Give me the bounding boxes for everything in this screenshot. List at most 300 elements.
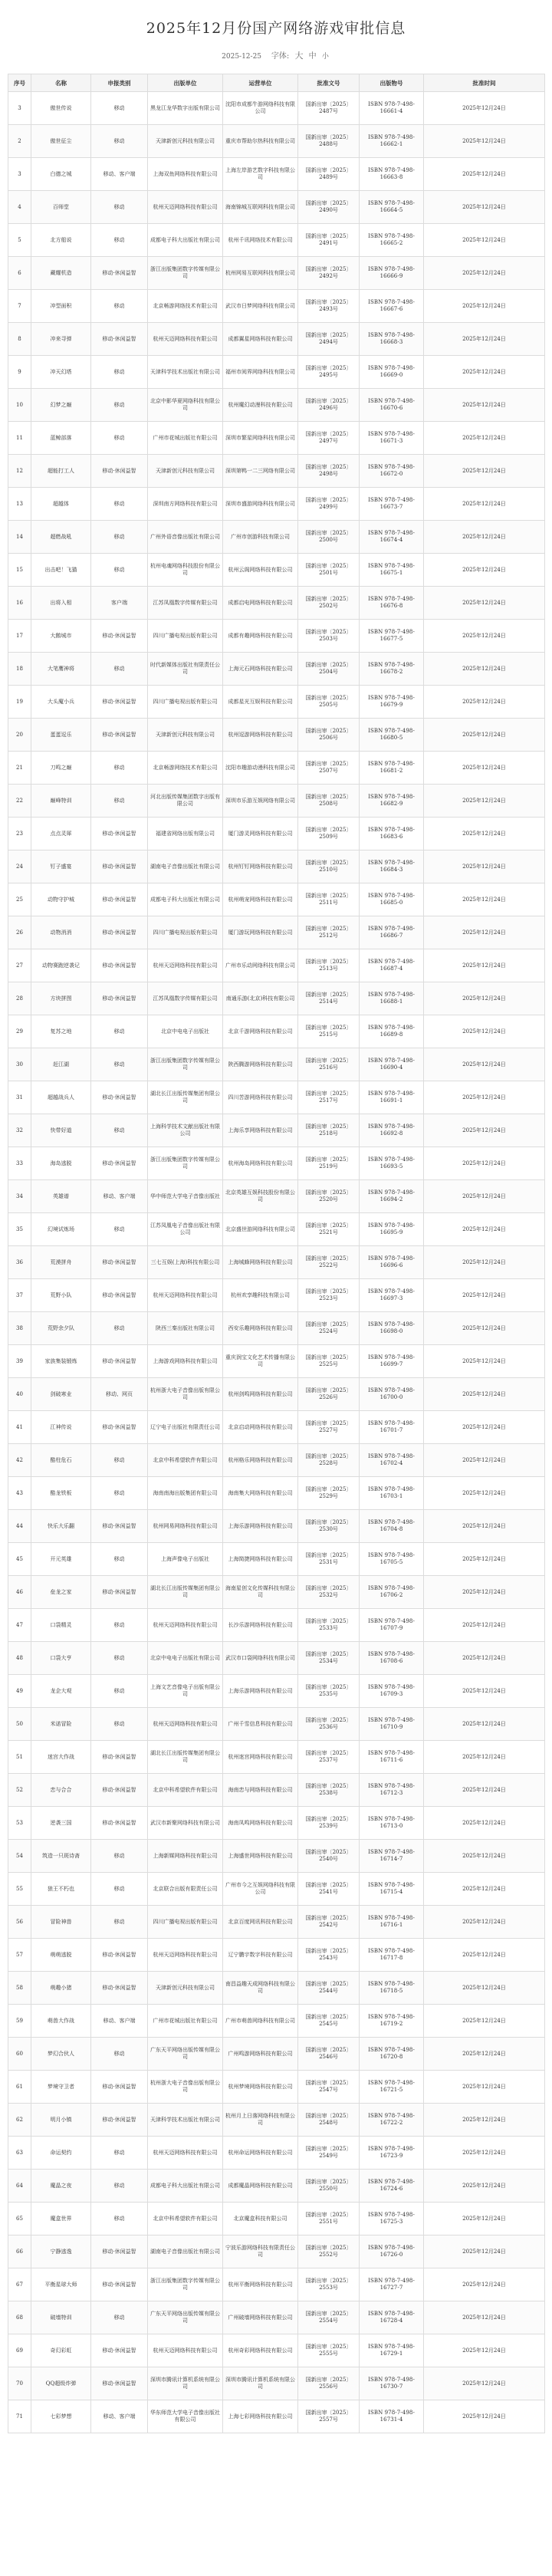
cell-name: 北方船说 — [31, 224, 91, 257]
cell-operator: 杭州魔幻动漫科技有限公司 — [223, 389, 298, 422]
cell-isbn: ISBN 978-7-498-16716-1 — [360, 1906, 424, 1939]
cell-index: 20 — [8, 719, 31, 752]
cell-isbn: ISBN 978-7-498-16680-5 — [360, 719, 424, 752]
cell-operator: 重庆市帮助尔热科技有限公司 — [223, 125, 298, 158]
cell-index: 28 — [8, 982, 31, 1015]
cell-index: 12 — [8, 455, 31, 488]
table-row — [8, 92, 545, 125]
cell-name: 幻境试炼场 — [31, 1213, 91, 1246]
cell-operator: 杭州千讯网络技术有限公司 — [223, 224, 298, 257]
cell-category: 移动·休闲益智 — [91, 1741, 148, 1774]
cell-category: 移动 — [91, 1642, 148, 1675]
cell-publisher: 上海新媒网络科技有限公司 — [148, 1840, 223, 1873]
cell-category: 移动 — [91, 356, 148, 389]
cell-category: 移动 — [91, 1213, 148, 1246]
cell-publisher: 华中师范大学电子音像出版社 — [148, 1180, 223, 1213]
cell-category: 移动·休闲益智 — [91, 949, 148, 982]
cell-index: 65 — [8, 2203, 31, 2235]
table-row — [8, 587, 545, 620]
cell-approval-number: 国新出审〔2025〕2530号 — [298, 1510, 360, 1543]
cell-index: 55 — [8, 1873, 31, 1906]
cell-publisher: 天津科学技术出版社有限公司 — [148, 2104, 223, 2137]
cell-name: 家族集装锻炼 — [31, 1345, 91, 1378]
cell-operator: 杭州月上日落网络科技有限公司 — [223, 2104, 298, 2137]
cell-approval-date: 2025年12月24日 — [424, 356, 545, 389]
cell-approval-date: 2025年12月24日 — [424, 1114, 545, 1147]
cell-name: 萌萌逃脱 — [31, 1939, 91, 1972]
table-body — [8, 92, 545, 2433]
cell-operator: 厦门游灵网络科技有限公司 — [223, 818, 298, 850]
cell-operator: 杭州迷宫网络科技有限公司 — [223, 1741, 298, 1774]
cell-publisher: 武汉市新聚网络科技有限公司 — [148, 1807, 223, 1840]
cell-publisher: 天津新创元科技有限公司 — [148, 719, 223, 752]
table-row — [8, 653, 545, 686]
cell-isbn: ISBN 978-7-498-16674-4 — [360, 521, 424, 554]
cell-isbn: ISBN 978-7-498-16684-3 — [360, 850, 424, 883]
cell-operator: 广州市萌兽网络科技有限公司 — [223, 2005, 298, 2038]
table-row — [8, 1840, 545, 1873]
cell-publisher: 北京中电电子出版社 — [148, 1015, 223, 1048]
cell-operator: 杭州云阁网络科技有限公司 — [223, 554, 298, 587]
table-row — [8, 1180, 545, 1213]
table-row — [8, 1015, 545, 1048]
cell-name: 魔晶之夜 — [31, 2170, 91, 2203]
cell-name: 出将入相 — [31, 587, 91, 620]
table-row — [8, 1213, 545, 1246]
cell-isbn: ISBN 978-7-498-16720-8 — [360, 2038, 424, 2071]
cell-isbn: ISBN 978-7-498-16710-9 — [360, 1708, 424, 1741]
cell-isbn: ISBN 978-7-498-16708-6 — [360, 1642, 424, 1675]
cell-operator: 深圳第鸭一二三网络有限公司 — [223, 455, 298, 488]
cell-name: 宁静逃逸 — [31, 2235, 91, 2268]
cell-operator: 沈阳市趣游动漫科技有限公司 — [223, 752, 298, 785]
cell-approval-date: 2025年12月24日 — [424, 1477, 545, 1510]
cell-approval-date: 2025年12月24日 — [424, 883, 545, 916]
table-row — [8, 125, 545, 158]
cell-index: 63 — [8, 2137, 31, 2170]
cell-publisher: 北京畅游网络技术有限公司 — [148, 290, 223, 323]
font-size-medium-button[interactable]: 中 — [308, 52, 317, 61]
cell-approval-number: 国新出审〔2025〕2497号 — [298, 422, 360, 455]
cell-publisher: 湖北长江出版传媒集团有限公司 — [148, 1081, 223, 1114]
cell-approval-number: 国新出审〔2025〕2528号 — [298, 1444, 360, 1477]
cell-isbn: ISBN 978-7-498-16672-0 — [360, 455, 424, 488]
cell-category: 移动·休闲益智 — [91, 686, 148, 719]
cell-isbn: ISBN 978-7-498-16704-8 — [360, 1510, 424, 1543]
cell-approval-date: 2025年12月24日 — [424, 422, 545, 455]
table-row — [8, 2137, 545, 2170]
cell-category: 移动 — [91, 1708, 148, 1741]
cell-approval-number: 国新出审〔2025〕2489号 — [298, 158, 360, 191]
table-row — [8, 719, 545, 752]
cell-index: 58 — [8, 1972, 31, 2005]
cell-isbn: ISBN 978-7-498-16729-1 — [360, 2334, 424, 2367]
cell-publisher: 广东天平网络出版传媒有限公司 — [148, 2038, 223, 2071]
font-size-large-button[interactable]: 大 — [294, 51, 304, 61]
table-row — [8, 323, 545, 356]
cell-category: 移动·休闲益智 — [91, 1345, 148, 1378]
cell-operator: 海南锦城互联网科技有限公司 — [223, 191, 298, 224]
cell-index: 42 — [8, 1444, 31, 1477]
cell-publisher: 时代新媒体出版社有限责任公司 — [148, 653, 223, 686]
cell-category: 移动 — [91, 92, 148, 125]
cell-publisher: 上海科学技术文献出版社有限公司 — [148, 1114, 223, 1147]
cell-category: 移动 — [91, 2203, 148, 2235]
cell-isbn: ISBN 978-7-498-16706-2 — [360, 1576, 424, 1609]
cell-index: 23 — [8, 818, 31, 850]
cell-approval-date: 2025年12月24日 — [424, 982, 545, 1015]
cell-operator: 南昌益趣天成网络科技有限公司 — [223, 1972, 298, 2005]
cell-isbn: ISBN 978-7-498-16676-8 — [360, 587, 424, 620]
cell-name: 魔盒世界 — [31, 2203, 91, 2235]
cell-publisher: 湖北长江出版传媒集团有限公司 — [148, 1576, 223, 1609]
cell-publisher: 杭州浙大电子音像出版有限公司 — [148, 1378, 223, 1411]
table-row — [8, 1345, 545, 1378]
cell-index: 51 — [8, 1741, 31, 1774]
cell-index: 21 — [8, 752, 31, 785]
cell-publisher: 上海文艺音像电子出版有限公司 — [148, 1675, 223, 1708]
cell-approval-number: 国新出审〔2025〕2537号 — [298, 1741, 360, 1774]
cell-approval-date: 2025年12月24日 — [424, 1048, 545, 1081]
cell-category: 移动·休闲益智 — [91, 1774, 148, 1807]
cell-approval-number: 国新出审〔2025〕2532号 — [298, 1576, 360, 1609]
cell-name: 大鹅城市 — [31, 620, 91, 653]
cell-publisher: 北京中科希望软件有限公司 — [148, 2203, 223, 2235]
cell-index: 9 — [8, 356, 31, 389]
cell-category: 移动·休闲益智 — [91, 1279, 148, 1312]
cell-isbn: ISBN 978-7-498-16665-2 — [360, 224, 424, 257]
cell-index: 17 — [8, 620, 31, 653]
cell-isbn: ISBN 978-7-498-16693-5 — [360, 1147, 424, 1180]
cell-operator: 厦门游玩网络科技有限公司 — [223, 916, 298, 949]
cell-category: 移动 — [91, 1840, 148, 1873]
cell-publisher: 四川广播电视出版有限公司 — [148, 916, 223, 949]
cell-publisher: 广东天平网络出版传媒有限公司 — [148, 2301, 223, 2334]
header-publisher: 出版单位 — [148, 74, 223, 92]
cell-approval-number: 国新出审〔2025〕2546号 — [298, 2038, 360, 2071]
cell-approval-date: 2025年12月24日 — [424, 2005, 545, 2038]
cell-approval-number: 国新出审〔2025〕2512号 — [298, 916, 360, 949]
cell-operator: 武汉市口袋网络科技有限公司 — [223, 1642, 298, 1675]
table-row — [8, 1576, 545, 1609]
cell-index: 2 — [8, 125, 31, 158]
cell-index: 13 — [8, 488, 31, 521]
cell-isbn: ISBN 978-7-498-16669-0 — [360, 356, 424, 389]
cell-category: 移动·休闲益智 — [91, 257, 148, 290]
cell-operator: 杭州萌宠网络科技有限公司 — [223, 883, 298, 916]
table-row — [8, 883, 545, 916]
cell-approval-date: 2025年12月24日 — [424, 850, 545, 883]
table-row — [8, 2170, 545, 2203]
table-row — [8, 455, 545, 488]
cell-isbn: ISBN 978-7-498-16701-7 — [360, 1411, 424, 1444]
cell-isbn: ISBN 978-7-498-16725-3 — [360, 2203, 424, 2235]
cell-approval-number: 国新出审〔2025〕2550号 — [298, 2170, 360, 2203]
cell-operator: 宁波乐游网络科技有限责任公司 — [223, 2235, 298, 2268]
cell-operator: 沈阳市成都牛游网络科技有限公司 — [223, 92, 298, 125]
table-row — [8, 1741, 545, 1774]
cell-isbn: ISBN 978-7-498-16698-0 — [360, 1312, 424, 1345]
cell-name: 点点灵犀 — [31, 818, 91, 850]
cell-approval-date: 2025年12月24日 — [424, 1741, 545, 1774]
header-name: 名称 — [31, 74, 91, 92]
cell-approval-number: 国新出审〔2025〕2519号 — [298, 1147, 360, 1180]
cell-approval-date: 2025年12月24日 — [424, 1840, 545, 1873]
cell-approval-date: 2025年12月24日 — [424, 1807, 545, 1840]
cell-approval-date: 2025年12月24日 — [424, 1345, 545, 1378]
table-row — [8, 850, 545, 883]
cell-category: 移动 — [91, 1048, 148, 1081]
cell-index: 70 — [8, 2367, 31, 2400]
cell-name: 超燃战吼 — [31, 521, 91, 554]
cell-approval-number: 国新出审〔2025〕2498号 — [298, 455, 360, 488]
cell-publisher: 北京中科希望软件有限公司 — [148, 1774, 223, 1807]
cell-approval-number: 国新出审〔2025〕2547号 — [298, 2071, 360, 2104]
cell-name: 冲来寻弹 — [31, 323, 91, 356]
cell-index: 19 — [8, 686, 31, 719]
cell-approval-number: 国新出审〔2025〕2496号 — [298, 389, 360, 422]
cell-isbn: ISBN 978-7-498-16721-5 — [360, 2071, 424, 2104]
cell-approval-number: 国新出审〔2025〕2515号 — [298, 1015, 360, 1048]
table-row — [8, 686, 545, 719]
cell-approval-date: 2025年12月24日 — [424, 2367, 545, 2400]
cell-index: 67 — [8, 2268, 31, 2301]
cell-approval-date: 2025年12月24日 — [424, 191, 545, 224]
cell-category: 移动 — [91, 653, 148, 686]
cell-approval-number: 国新出审〔2025〕2552号 — [298, 2235, 360, 2268]
cell-index: 47 — [8, 1609, 31, 1642]
cell-category: 移动、客户端 — [91, 1180, 148, 1213]
table-row — [8, 1279, 545, 1312]
cell-publisher: 广州市花城出版社有限公司 — [148, 2005, 223, 2038]
cell-approval-number: 国新出审〔2025〕2533号 — [298, 1609, 360, 1642]
cell-name: 酷柱危石 — [31, 1444, 91, 1477]
cell-publisher: 辽宁电子出版社有限责任公司 — [148, 1411, 223, 1444]
cell-category: 移动·休闲益智 — [91, 323, 148, 356]
cell-isbn: ISBN 978-7-498-16685-0 — [360, 883, 424, 916]
cell-category: 移动·休闲益智 — [91, 1939, 148, 1972]
cell-publisher: 天津新创元科技有限公司 — [148, 455, 223, 488]
cell-operator: 四川苦游网络科技有限公司 — [223, 1081, 298, 1114]
cell-isbn: ISBN 978-7-498-16730-7 — [360, 2367, 424, 2400]
table-row — [8, 2268, 545, 2301]
cell-operator: 北京英雄互娱科技股份有限公司 — [223, 1180, 298, 1213]
cell-approval-date: 2025年12月24日 — [424, 323, 545, 356]
cell-category: 移动 — [91, 290, 148, 323]
cell-index: 45 — [8, 1543, 31, 1576]
cell-operator: 北京启动网络科技有限公司 — [223, 1411, 298, 1444]
table-row — [8, 2235, 545, 2268]
cell-operator: 北京百度网讯科技有限公司 — [223, 1906, 298, 1939]
cell-publisher: 成都电子科大出版社有限公司 — [148, 2170, 223, 2203]
cell-operator: 杭州逗游网络科技有限公司 — [223, 719, 298, 752]
cell-isbn: ISBN 978-7-498-16671-3 — [360, 422, 424, 455]
cell-isbn: ISBN 978-7-498-16723-9 — [360, 2137, 424, 2170]
cell-approval-date: 2025年12月24日 — [424, 620, 545, 653]
cell-approval-date: 2025年12月24日 — [424, 785, 545, 818]
cell-index: 30 — [8, 1048, 31, 1081]
cell-index: 43 — [8, 1477, 31, 1510]
cell-index: 69 — [8, 2334, 31, 2367]
cell-approval-date: 2025年12月24日 — [424, 587, 545, 620]
cell-publisher: 四川广播电视出版有限公司 — [148, 620, 223, 653]
cell-publisher: 深圳南方网络科技有限公司 — [148, 488, 223, 521]
cell-publisher: 天津科学技术出版社有限公司 — [148, 356, 223, 389]
cell-approval-date: 2025年12月24日 — [424, 2235, 545, 2268]
cell-publisher: 湖南电子音像出版社有限公司 — [148, 850, 223, 883]
cell-name: 白德之城 — [31, 158, 91, 191]
font-size-label: 字体: — [271, 52, 290, 61]
cell-approval-number: 国新出审〔2025〕2492号 — [298, 257, 360, 290]
cell-publisher: 湖北长江出版传媒集团有限公司 — [148, 1741, 223, 1774]
cell-category: 移动 — [91, 752, 148, 785]
cell-isbn: ISBN 978-7-498-16696-6 — [360, 1246, 424, 1279]
cell-isbn: ISBN 978-7-498-16727-7 — [360, 2268, 424, 2301]
cell-publisher: 海南南海出版集团有限公司 — [148, 1477, 223, 1510]
cell-approval-date: 2025年12月24日 — [424, 653, 545, 686]
cell-index: 11 — [8, 422, 31, 455]
cell-index: 16 — [8, 587, 31, 620]
cell-name: 大笔鹰神将 — [31, 653, 91, 686]
cell-operator: 陕西腾游网络科技有限公司 — [223, 1048, 298, 1081]
cell-publisher: 四川广播电视出版有限公司 — [148, 1906, 223, 1939]
cell-index: 48 — [8, 1642, 31, 1675]
cell-approval-number: 国新出审〔2025〕2501号 — [298, 554, 360, 587]
cell-index: 5 — [8, 224, 31, 257]
table-row — [8, 1642, 545, 1675]
cell-approval-date: 2025年12月24日 — [424, 1774, 545, 1807]
table-row — [8, 2104, 545, 2137]
cell-index: 31 — [8, 1081, 31, 1114]
cell-approval-date: 2025年12月24日 — [424, 1939, 545, 1972]
cell-category: 移动 — [91, 1444, 148, 1477]
cell-index: 32 — [8, 1114, 31, 1147]
table-row — [8, 290, 545, 323]
cell-operator: 海南星创文化传媒科技有限公司 — [223, 1576, 298, 1609]
cell-category: 移动 — [91, 488, 148, 521]
cell-approval-number: 国新出审〔2025〕2554号 — [298, 2301, 360, 2334]
cell-index: 44 — [8, 1510, 31, 1543]
cell-approval-number: 国新出审〔2025〕2503号 — [298, 620, 360, 653]
cell-name: 逆袭三国 — [31, 1807, 91, 1840]
cell-category: 移动 — [91, 521, 148, 554]
cell-name: 冲型面积 — [31, 290, 91, 323]
cell-name: 蓝鲸部落 — [31, 422, 91, 455]
cell-name: 冒险神兽 — [31, 1906, 91, 1939]
cell-approval-date: 2025年12月24日 — [424, 818, 545, 850]
table-row — [8, 1048, 545, 1081]
cell-approval-number: 国新出审〔2025〕2508号 — [298, 785, 360, 818]
cell-isbn: ISBN 978-7-498-16668-3 — [360, 323, 424, 356]
cell-isbn: ISBN 978-7-498-16700-0 — [360, 1378, 424, 1411]
table-row — [8, 1147, 545, 1180]
cell-isbn: ISBN 978-7-498-16677-5 — [360, 620, 424, 653]
cell-approval-number: 国新出审〔2025〕2541号 — [298, 1873, 360, 1906]
cell-approval-number: 国新出审〔2025〕2488号 — [298, 125, 360, 158]
table-row — [8, 982, 545, 1015]
cell-approval-date: 2025年12月24日 — [424, 1642, 545, 1675]
table-row — [8, 1477, 545, 1510]
cell-isbn: ISBN 978-7-498-16724-6 — [360, 2170, 424, 2203]
cell-category: 移动·休闲益智 — [91, 1147, 148, 1180]
cell-operator: 上海乐游网络科技有限公司 — [223, 1675, 298, 1708]
cell-isbn: ISBN 978-7-498-16699-7 — [360, 1345, 424, 1378]
cell-publisher: 北京中科希望软件有限公司 — [148, 1444, 223, 1477]
cell-publisher: 上海游戏网络科技有限公司 — [148, 1345, 223, 1378]
table-row — [8, 1510, 545, 1543]
cell-publisher: 杭州网易网络科技有限公司 — [148, 1510, 223, 1543]
cell-index: 3 — [8, 92, 31, 125]
cell-category: 移动 — [91, 2038, 148, 2071]
cell-approval-date: 2025年12月24日 — [424, 2071, 545, 2104]
cell-approval-number: 国新出审〔2025〕2548号 — [298, 2104, 360, 2137]
cell-approval-date: 2025年12月24日 — [424, 1378, 545, 1411]
cell-approval-date: 2025年12月24日 — [424, 1312, 545, 1345]
table-row — [8, 488, 545, 521]
cell-approval-number: 国新出审〔2025〕2524号 — [298, 1312, 360, 1345]
cell-operator: 重庆润宝文化艺术传播有限公司 — [223, 1345, 298, 1378]
cell-name: 动物守护城 — [31, 883, 91, 916]
cell-category: 移动 — [91, 554, 148, 587]
cell-publisher: 广州市花城出版社有限公司 — [148, 422, 223, 455]
cell-approval-date: 2025年12月24日 — [424, 2104, 545, 2137]
cell-operator: 深圳市繁星网络科技有限公司 — [223, 422, 298, 455]
cell-approval-date: 2025年12月24日 — [424, 1609, 545, 1642]
font-size-small-button[interactable]: 小 — [321, 53, 329, 61]
cell-approval-number: 国新出审〔2025〕2536号 — [298, 1708, 360, 1741]
cell-approval-date: 2025年12月24日 — [424, 1576, 545, 1609]
cell-approval-date: 2025年12月24日 — [424, 2137, 545, 2170]
cell-approval-date: 2025年12月24日 — [424, 2400, 545, 2433]
cell-category: 移动·休闲益智 — [91, 1510, 148, 1543]
cell-operator: 北京魔盒科技有限公司 — [223, 2203, 298, 2235]
cell-approval-date: 2025年12月24日 — [424, 752, 545, 785]
cell-category: 移动、客户端 — [91, 2005, 148, 2038]
table-row — [8, 949, 545, 982]
cell-name: 酷龙铁板 — [31, 1477, 91, 1510]
cell-approval-date: 2025年12月24日 — [424, 92, 545, 125]
cell-index: 25 — [8, 883, 31, 916]
cell-category: 移动、客户端 — [91, 2400, 148, 2433]
cell-index: 15 — [8, 554, 31, 587]
cell-category: 移动·休闲益智 — [91, 916, 148, 949]
cell-index: 24 — [8, 850, 31, 883]
cell-operator: 深圳市乐游互娱网络有限公司 — [223, 785, 298, 818]
cell-approval-number: 国新出审〔2025〕2504号 — [298, 653, 360, 686]
cell-name: 口袋精灵 — [31, 1609, 91, 1642]
cell-approval-date: 2025年12月24日 — [424, 1972, 545, 2005]
cell-operator: 成都翼星网络科技有限公司 — [223, 323, 298, 356]
cell-index: 50 — [8, 1708, 31, 1741]
cell-publisher: 深圳市腾讯计算机系统有限公司 — [148, 2367, 223, 2400]
cell-publisher: 杭州电魂网络科技股份有限公司 — [148, 554, 223, 587]
cell-name: 快乐大乐翻 — [31, 1510, 91, 1543]
cell-isbn: ISBN 978-7-498-16712-3 — [360, 1774, 424, 1807]
cell-index: 39 — [8, 1345, 31, 1378]
cell-approval-date: 2025年12月24日 — [424, 1213, 545, 1246]
cell-operator: 海南恋与网络科技有限公司 — [223, 1774, 298, 1807]
cell-approval-number: 国新出审〔2025〕2509号 — [298, 818, 360, 850]
cell-publisher: 杭州天迈网络科技有限公司 — [148, 1609, 223, 1642]
cell-category: 移动·休闲益智 — [91, 719, 148, 752]
cell-category: 移动·休闲益智 — [91, 2268, 148, 2301]
cell-approval-number: 国新出审〔2025〕2555号 — [298, 2334, 360, 2367]
cell-approval-number: 国新出审〔2025〕2502号 — [298, 587, 360, 620]
cell-category: 移动·休闲益智 — [91, 1807, 148, 1840]
cell-name: 冲天幻塔 — [31, 356, 91, 389]
cell-category: 移动 — [91, 1015, 148, 1048]
cell-name: 恋与合合 — [31, 1774, 91, 1807]
